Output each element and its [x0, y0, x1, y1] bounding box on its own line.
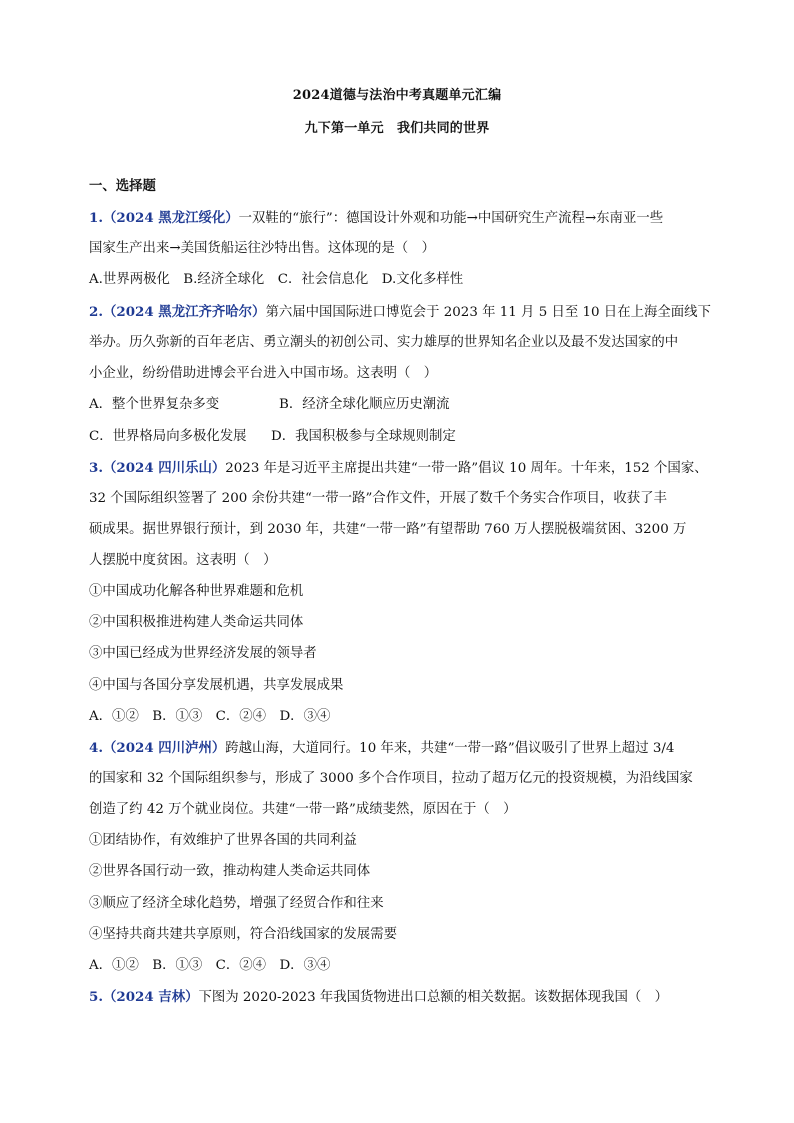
- option-c: C．世界格局向多极化发展: [89, 429, 247, 444]
- question-1-options: A.世界两极化 B.经济全球化 C．社会信息化 D.文化多样性: [89, 272, 464, 287]
- option-b: B．经济全球化顺应历史潮流: [279, 397, 450, 412]
- question-3-statement-2: ②中国积极推进构建人类命运共同体: [89, 615, 304, 630]
- question-2-stem-line-1: [89, 303, 709, 322]
- question-3-stem-line-4: 人摆脱中度贫困。这表明（ ）: [89, 553, 277, 568]
- question-source: （2024 黑龙江齐齐哈尔）: [102, 304, 266, 320]
- question-number: 4.: [89, 740, 103, 756]
- question-number: 2.: [89, 304, 103, 320]
- option-d: D．我国积极参与全球规则制定: [271, 429, 456, 444]
- question-source: （2024 吉林）: [102, 989, 199, 1005]
- question-1-stem-line-2: 国家生产出来→美国货船运往沙特出售。这体现的是（ ）: [89, 241, 435, 256]
- question-3-stem-line-1: [89, 459, 709, 478]
- question-4-options: A．①② B．①③ C．②④ D．③④: [89, 958, 331, 973]
- question-3-statement-3: ③中国已经成为世界经济发展的领导者: [89, 646, 317, 661]
- question-text: 跨越山海，大道同行。10 年来，共建“一带一路”倡议吸引了世界上超过 3/4: [225, 741, 675, 756]
- question-2-stem-line-2: 举办。历久弥新的百年老店、勇立潮头的初创公司、实力雄厚的世界知名企业以及最不发达国家的中: [89, 335, 679, 350]
- question-source: （2024 黑龙江绥化）: [102, 210, 239, 226]
- question-4-statement-4: ④坚持共商共建共享原则，符合沿线国家的发展需要: [89, 927, 397, 942]
- question-number: 5.: [89, 989, 103, 1005]
- section-heading: 一、选择题: [89, 178, 156, 194]
- question-4-stem-line-1: [89, 739, 709, 758]
- question-text: 第六届中国国际进口博览会于 2023 年 11 月 5 日至 10 日在上海全面线下: [265, 305, 711, 320]
- unit-subtitle: 九下第一单元 我们共同的世界: [304, 121, 490, 136]
- question-source: （2024 四川乐山）: [102, 460, 226, 476]
- question-5-stem-line-1: [89, 988, 709, 1007]
- question-2-options-row-1: [89, 396, 709, 414]
- question-3-stem-line-3: 硕成果。据世界银行预计，到 2030 年，共建“一带一路”有望帮助 760 万人摆脱极端贫困、3200 万: [89, 522, 687, 537]
- question-text: 下图为 2020-2023 年我国货物进出口总额的相关数据。该数据体现我国（ ）: [198, 990, 669, 1005]
- question-number: 3.: [89, 460, 103, 476]
- question-3-statement-4: ④中国与各国分享发展机遇，共享发展成果: [89, 678, 344, 693]
- question-3-statement-1: ①中国成功化解各种世界难题和危机: [89, 584, 304, 599]
- question-4-statement-3: ③顺应了经济全球化趋势，增强了经贸合作和往来: [89, 896, 384, 911]
- question-text: 2023 年是习近平主席提出共建“一带一路”倡议 10 周年。十年来，152 个国家、: [225, 461, 708, 476]
- question-4-statement-2: ②世界各国行动一致，推动构建人类命运共同体: [89, 864, 371, 879]
- question-4-stem-line-2: 的国家和 32 个国际组织参与，形成了 3000 多个合作项目，拉动了超万亿元的投资规模，为沿线国家: [89, 771, 693, 786]
- question-3-stem-line-2: 32 个国际组织签署了 200 余份共建“一带一路”合作文件，开展了数千个务实合作项目，收获了丰: [89, 491, 667, 506]
- question-number: 1.: [89, 210, 103, 226]
- question-text: 一双鞋的“旅行”：德国设计外观和功能→中国研究生产流程→东南亚一些: [238, 211, 664, 226]
- question-source: （2024 四川泸州）: [102, 740, 226, 756]
- question-4-statement-1: ①团结协作，有效维护了世界各国的共同利益: [89, 833, 357, 848]
- option-a: A．整个世界复杂多变: [89, 397, 220, 412]
- question-4-stem-line-3: 创造了约 42 万个就业岗位。共建“一带一路”成绩斐然，原因在于（ ）: [89, 802, 517, 817]
- question-3-options: A．①② B．①③ C．②④ D．③④: [89, 709, 331, 724]
- document-title: 2024道德与法治中考真题单元汇编: [292, 88, 502, 103]
- question-2-stem-line-3: 小企业，纷纷借助进博会平台进入中国市场。这表明（ ）: [89, 366, 438, 381]
- question-1-stem-line-1: [89, 209, 709, 228]
- question-2-options-row-2: [89, 428, 709, 446]
